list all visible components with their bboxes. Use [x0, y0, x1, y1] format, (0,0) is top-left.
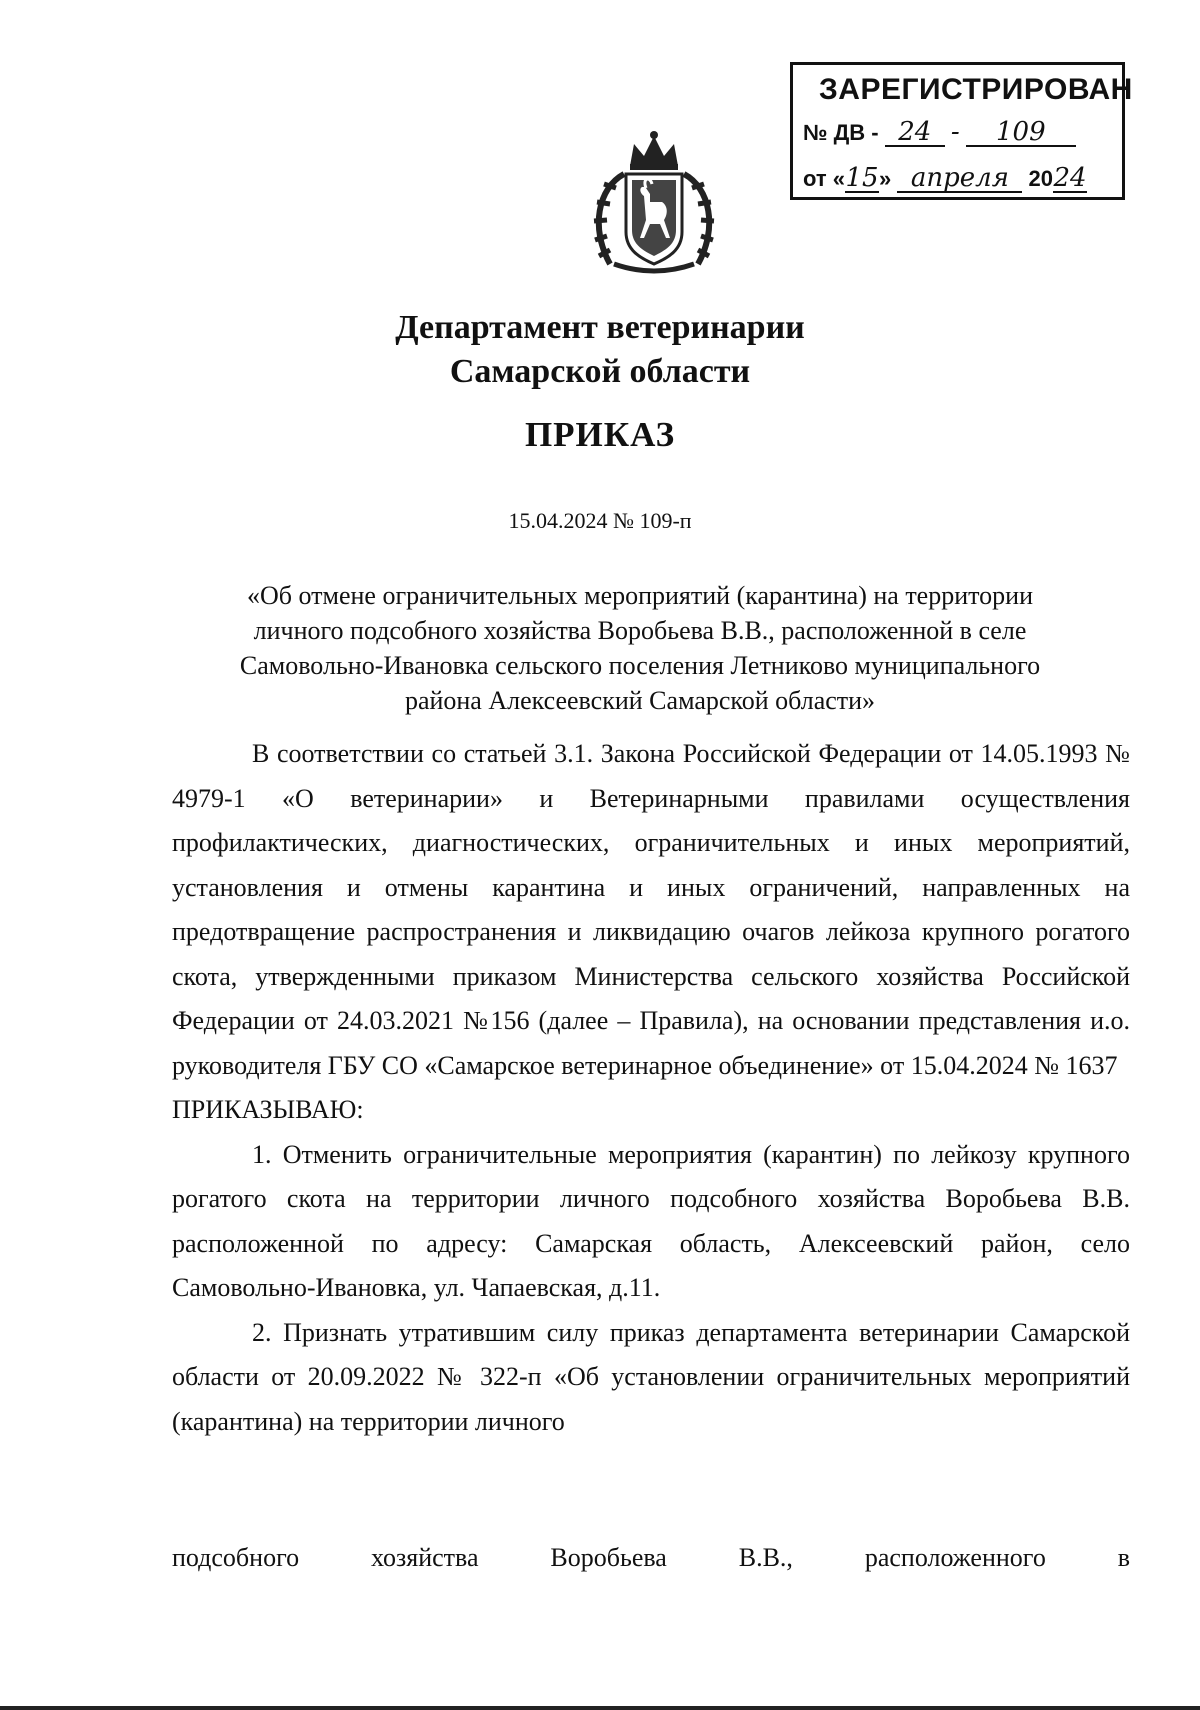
registration-stamp — [790, 62, 1133, 200]
last-line-word: в — [1117, 1543, 1130, 1572]
order-item-2: 2. Признать утратившим силу приказ департамента ветеринарии Самарской области от 20.09.2022 № 322-п «Об установлении ограничительных мероприятий (карантина) на территории личного — [172, 1317, 1130, 1436]
department-line-1: Департамент ветеринарии — [395, 309, 805, 346]
stamp-number-label: № ДВ - — [803, 120, 879, 145]
document-body — [172, 732, 1130, 1444]
samara-coat-of-arms-icon — [580, 128, 728, 278]
stamp-number-part2: 109 — [966, 119, 1076, 147]
stamp-date-close: » — [879, 166, 892, 191]
stamp-year-prefix: 20 — [1028, 166, 1053, 191]
last-line-word: Воробьева — [550, 1543, 667, 1572]
last-line-word: В.В., — [738, 1543, 793, 1572]
stamp-date-row — [803, 165, 1087, 193]
document-type: ПРИКАЗ — [524, 415, 676, 454]
last-line-word: хозяйства — [370, 1543, 479, 1572]
order-word: ПРИКАЗЫВАЮ: — [172, 1095, 364, 1124]
order-item-2-last-line — [172, 1536, 1130, 1580]
order-item-1: 1. Отменить ограничительные мероприятия (карантин) по лейкозу крупного рогатого скота на территории личного подсобного хозяйства Воробьева В.В. расположенной по адресу: Самарская область, Алексеевский район, село Самовольно-Ивановка, ул. Чапаевская, д.11. — [172, 1139, 1130, 1302]
title-line-1: «Об отмене ограничительных мероприятий (карантина) на территории — [247, 581, 1033, 610]
stamp-number-sep: - — [950, 117, 960, 147]
scan-edge-line — [0, 1706, 1200, 1710]
department-name — [0, 306, 1200, 394]
department-line-2: Самарской области — [449, 353, 751, 390]
stamp-date-month: апреля — [897, 165, 1022, 193]
last-line-word: расположенного — [864, 1543, 1046, 1572]
title-line-2: личного подсобного хозяйства Воробьева В.В., расположенной в селе — [253, 616, 1027, 645]
document-title — [190, 578, 1090, 718]
last-line-word: подсобного — [172, 1543, 300, 1572]
title-line-3: Самовольно-Ивановка сельского поселения Летниково муниципального — [239, 651, 1041, 680]
stamp-number-row — [803, 117, 1076, 147]
stamp-date-day: 15 — [845, 163, 879, 193]
stamp-number-part1: 24 — [885, 119, 945, 147]
document-date-number: 15.04.2024 № 109-п — [508, 508, 692, 533]
stamp-title: ЗАРЕГИСТРИРОВАН — [819, 73, 1133, 106]
preamble-paragraph: В соответствии со статьей 3.1. Закона Российской Федерации от 14.05.1993 № 4979-1 «О ветеринарии» и Ветеринарными правилами осуществления профилактических, диагностических, ограничительных и иных мероприятий, установления и отмены карантина и иных ограничений, направленных на предотвращение распространения и ликвидацию очагов лейкоза крупного рогатого скота, утвержденными приказом Министерства сельского хозяйства Российской Федерации от 24.03.2021 №156 (далее – Правила), на основании представления и.о. руководителя ГБУ СО «Самарское ветеринарное объединение» от 15.04.2024 № 1637 — [172, 739, 1130, 1080]
stamp-year-suffix: 24 — [1053, 163, 1087, 193]
stamp-date-label: от « — [803, 166, 846, 191]
title-line-4: района Алексеевский Самарской области» — [404, 686, 876, 715]
